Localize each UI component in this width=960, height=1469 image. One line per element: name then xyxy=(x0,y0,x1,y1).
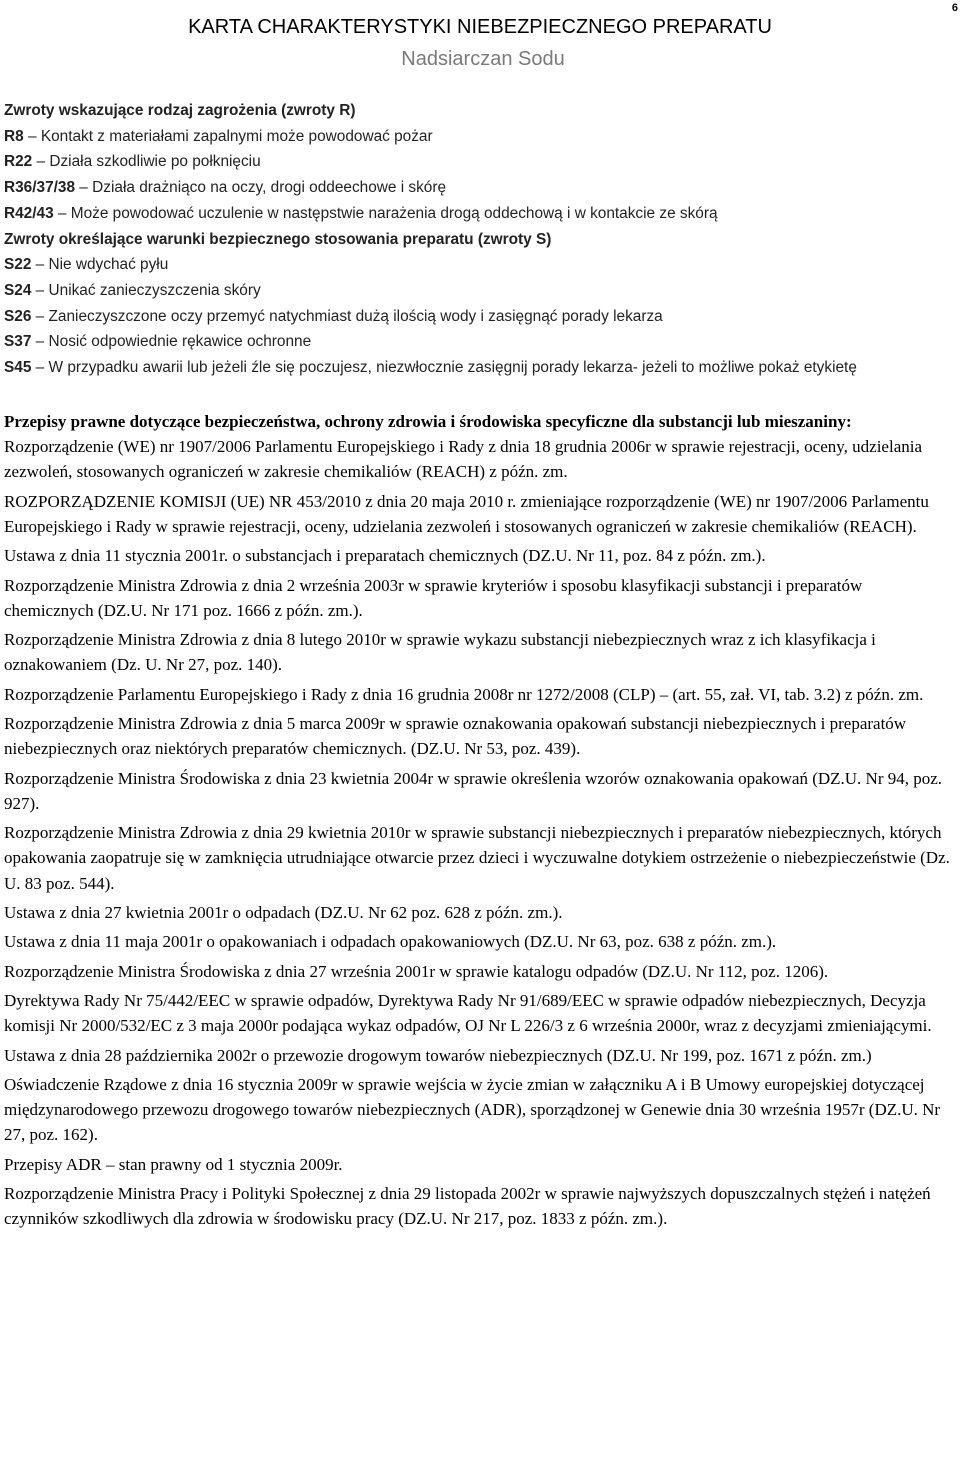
regulation-item: Przepisy ADR – stan prawny od 1 stycznia 2009r. xyxy=(4,1154,343,1174)
regulation-item: ROZPORZĄDZENIE KOMISJI (UE) NR 453/2010 z dnia 20 maja 2010 r. zmieniające rozporządzenie (WE) nr 1907/2006 Parlamentu Europejskiego i Rady w sprawie rejestracji, oceny, udzielania zezwoleń i stosowanych ograniczeń w zakresie chemikaliów (REACH). xyxy=(4,491,929,536)
r-phrase-code: R42/43 xyxy=(4,204,54,222)
s-phrase xyxy=(4,252,954,278)
dash-separator: – xyxy=(53,204,71,222)
regulation-item: Rozporządzenie Ministra Zdrowia z dnia 8 lutego 2010r w sprawie wykazu substancji niebezpiecznych wraz z ich klasyfikacja i oznakowaniem (Dz. U. Nr 27, poz. 140). xyxy=(4,630,876,675)
s-phrase-code: S26 xyxy=(4,307,32,325)
s-phrase-code: S37 xyxy=(4,333,32,351)
r-phrase xyxy=(4,201,954,227)
regulation-item: Rozporządzenie Parlamentu Europejskiego i Rady z dnia 16 grudnia 2008r nr 1272/2008 (CLP) – (art. 55, zał. VI, tab. 3.2) z późn. zm. xyxy=(4,684,924,704)
risk-safety-phrases xyxy=(4,98,954,381)
r-phrase-text: Działa szkodliwie po połknięciu xyxy=(49,153,261,171)
s-phrase xyxy=(4,278,954,304)
regulation-item: Oświadczenie Rządowe z dnia 16 stycznia 2009r w sprawie wejścia w życie zmian w załączniku A i B Umowy europejskiej dotyczącej międzynarodowego przewozu drogowego towarów niebezpiecznych (ADR), sporządzonej w Genewie dnia 30 września 1957r (DZ.U. Nr 27, poz. 162). xyxy=(4,1074,941,1145)
dash-separator: – xyxy=(32,153,50,171)
regulation-item: Rozporządzenie Ministra Zdrowia z dnia 5 marca 2009r w sprawie oznakowania opakowań substancji niebezpiecznych i preparatów niebezpiecznych oraz niektórych preparatów chemicznych. (DZ.U. Nr 53, poz. 439). xyxy=(4,714,907,759)
regulation-item: Rozporządzenie Ministra Środowiska z dnia 23 kwietnia 2004r w sprawie określenia wzorów oznakowania opakowań (DZ.U. Nr 94, poz. 927). xyxy=(4,768,943,813)
dash-separator: – xyxy=(31,256,49,274)
regulations-list xyxy=(4,434,954,1232)
regulations-section xyxy=(4,409,954,1232)
dash-separator: – xyxy=(31,281,49,299)
dash-separator: – xyxy=(31,307,49,325)
regulations-heading: Przepisy prawne dotyczące bezpieczeństwa, ochrony zdrowia i środowiska specyficzne dla substancji lub mieszaniny: xyxy=(4,411,852,431)
regulation-item: Dyrektywa Rady Nr 75/442/EEC w sprawie odpadów, Dyrektywa Rady Nr 91/689/EEC w sprawie odpadów niebezpiecznych, Decyzja komisji Nr 2000/532/EC z 3 maja 2000r podająca wykaz odpadów, OJ Nr L 226/3 z 6 września 2000r, wraz z decyzjami zmieniającymi. xyxy=(4,990,932,1036)
r-phrase-text: Działa drażniąco na oczy, drogi oddeechowe i skórę xyxy=(92,179,447,197)
r-phrase-code: R22 xyxy=(4,153,33,171)
r-phrase-text: Może powodować uczulenie w następstwie narażenia drogą oddechową i w kontakcie ze skórą xyxy=(70,204,718,222)
regulation-item: Rozporządzenie Ministra Zdrowia z dnia 2 września 2003r w sprawie kryteriów i sposobu klasyfikacji substancji i preparatów chemicznych (DZ.U. Nr 171 poz. 1666 z późn. zm.). xyxy=(4,575,863,620)
regulation-item: Ustawa z dnia 11 maja 2001r o opakowaniach i odpadach opakowaniowych (DZ.U. Nr 63, poz. 638 z późn. zm.). xyxy=(4,932,777,952)
s-phrase xyxy=(4,355,954,381)
r-phrase-code: R8 xyxy=(4,127,24,145)
s-phrase-code: S24 xyxy=(4,281,32,299)
regulation-item: Ustawa z dnia 28 października 2002r o przewozie drogowym towarów niebezpiecznych (DZ.U. Nr 199, poz. 1671 z późn. zm.) xyxy=(4,1045,872,1065)
dash-separator: – xyxy=(75,179,93,197)
r-phrase xyxy=(4,124,954,150)
dash-separator: – xyxy=(23,127,41,145)
r-phrase xyxy=(4,149,954,175)
regulation-item: Ustawa z dnia 27 kwietnia 2001r o odpadach (DZ.U. Nr 62 poz. 628 z późn. zm.). xyxy=(4,903,563,923)
dash-separator: – xyxy=(31,333,49,351)
r-phrase xyxy=(4,175,954,201)
product-name: Nadsiarczan Sodu xyxy=(401,48,565,70)
r-phrases-heading: Zwroty wskazujące rodzaj zagrożenia (zwroty R) xyxy=(4,102,356,119)
regulation-item: Ustawa z dnia 11 stycznia 2001r. o substancjach i preparatach chemicznych (DZ.U. Nr 11, poz. 84 z późn. zm.). xyxy=(4,546,766,566)
regulation-item: Rozporządzenie Ministra Zdrowia z dnia 29 kwietnia 2010r w sprawie substancji niebezpiecznych i preparatów niebezpiecznych, których opakowania zaopatruje się w zamknięcia utrudniające otwarcie przez dzieci i wyczuwalne dotykiem ostrzeżenie o niebezpieczeństwie (Dz. U. 83 poz. 544). xyxy=(4,823,950,893)
r-phrase-code: R36/37/38 xyxy=(4,179,76,197)
s-phrases-list xyxy=(4,252,954,381)
regulation-item: Rozporządzenie (WE) nr 1907/2006 Parlamentu Europejskiego i Rady z dnia 18 grudnia 2006r w sprawie rejestracji, oceny, udzielania zezwoleń, stosowanych ograniczeń w zakresie chemikaliów (REACH) z późn. zm. xyxy=(4,437,923,482)
r-phrases-list xyxy=(4,124,954,227)
s-phrase xyxy=(4,304,954,330)
page-content xyxy=(4,98,954,1236)
regulation-item: Rozporządzenie Ministra Pracy i Polityki Społecznej z dnia 29 listopada 2002r w sprawie najwyższych dopuszczalnych stężeń i natężeń czynników szkodliwych dla zdrowia w środowisku pracy (DZ.U. Nr 217, poz. 1833 z późn. zm.). xyxy=(4,1184,931,1229)
s-phrase-text: Nie wdychać pyłu xyxy=(48,256,169,274)
s-phrases-heading: Zwroty określające warunki bezpiecznego stosowania preparatu (zwroty S) xyxy=(4,230,552,248)
s-phrase-text: W przypadku awarii lub jeżeli źle się poczujesz, niezwłocznie zasięgnij porady lekarza- jeżeli to możliwe pokaż etykietę xyxy=(48,359,857,377)
s-phrase-code: S22 xyxy=(4,256,32,274)
s-phrase-text: Nosić odpowiednie rękawice ochronne xyxy=(48,333,312,351)
r-phrase-text: Kontakt z materiałami zapalnymi może powodować pożar xyxy=(40,127,433,145)
dash-separator: – xyxy=(31,359,49,377)
regulation-item: Rozporządzenie Ministra Środowiska z dnia 27 września 2001r w sprawie katalogu odpadów (DZ.U. Nr 112, poz. 1206). xyxy=(4,961,829,981)
s-phrase xyxy=(4,329,954,355)
s-phrase-code: S45 xyxy=(4,359,32,377)
s-phrase-text: Unikać zanieczyszczenia skóry xyxy=(48,281,261,299)
page-number: 6 xyxy=(951,2,958,14)
document-title: KARTA CHARAKTERYSTYKI NIEBEZPIECZNEGO PREPARATU xyxy=(188,16,772,38)
s-phrase-text: Zanieczyszczone oczy przemyć natychmiast dużą ilością wody i zasięgnąć porady lekarza xyxy=(48,307,663,325)
